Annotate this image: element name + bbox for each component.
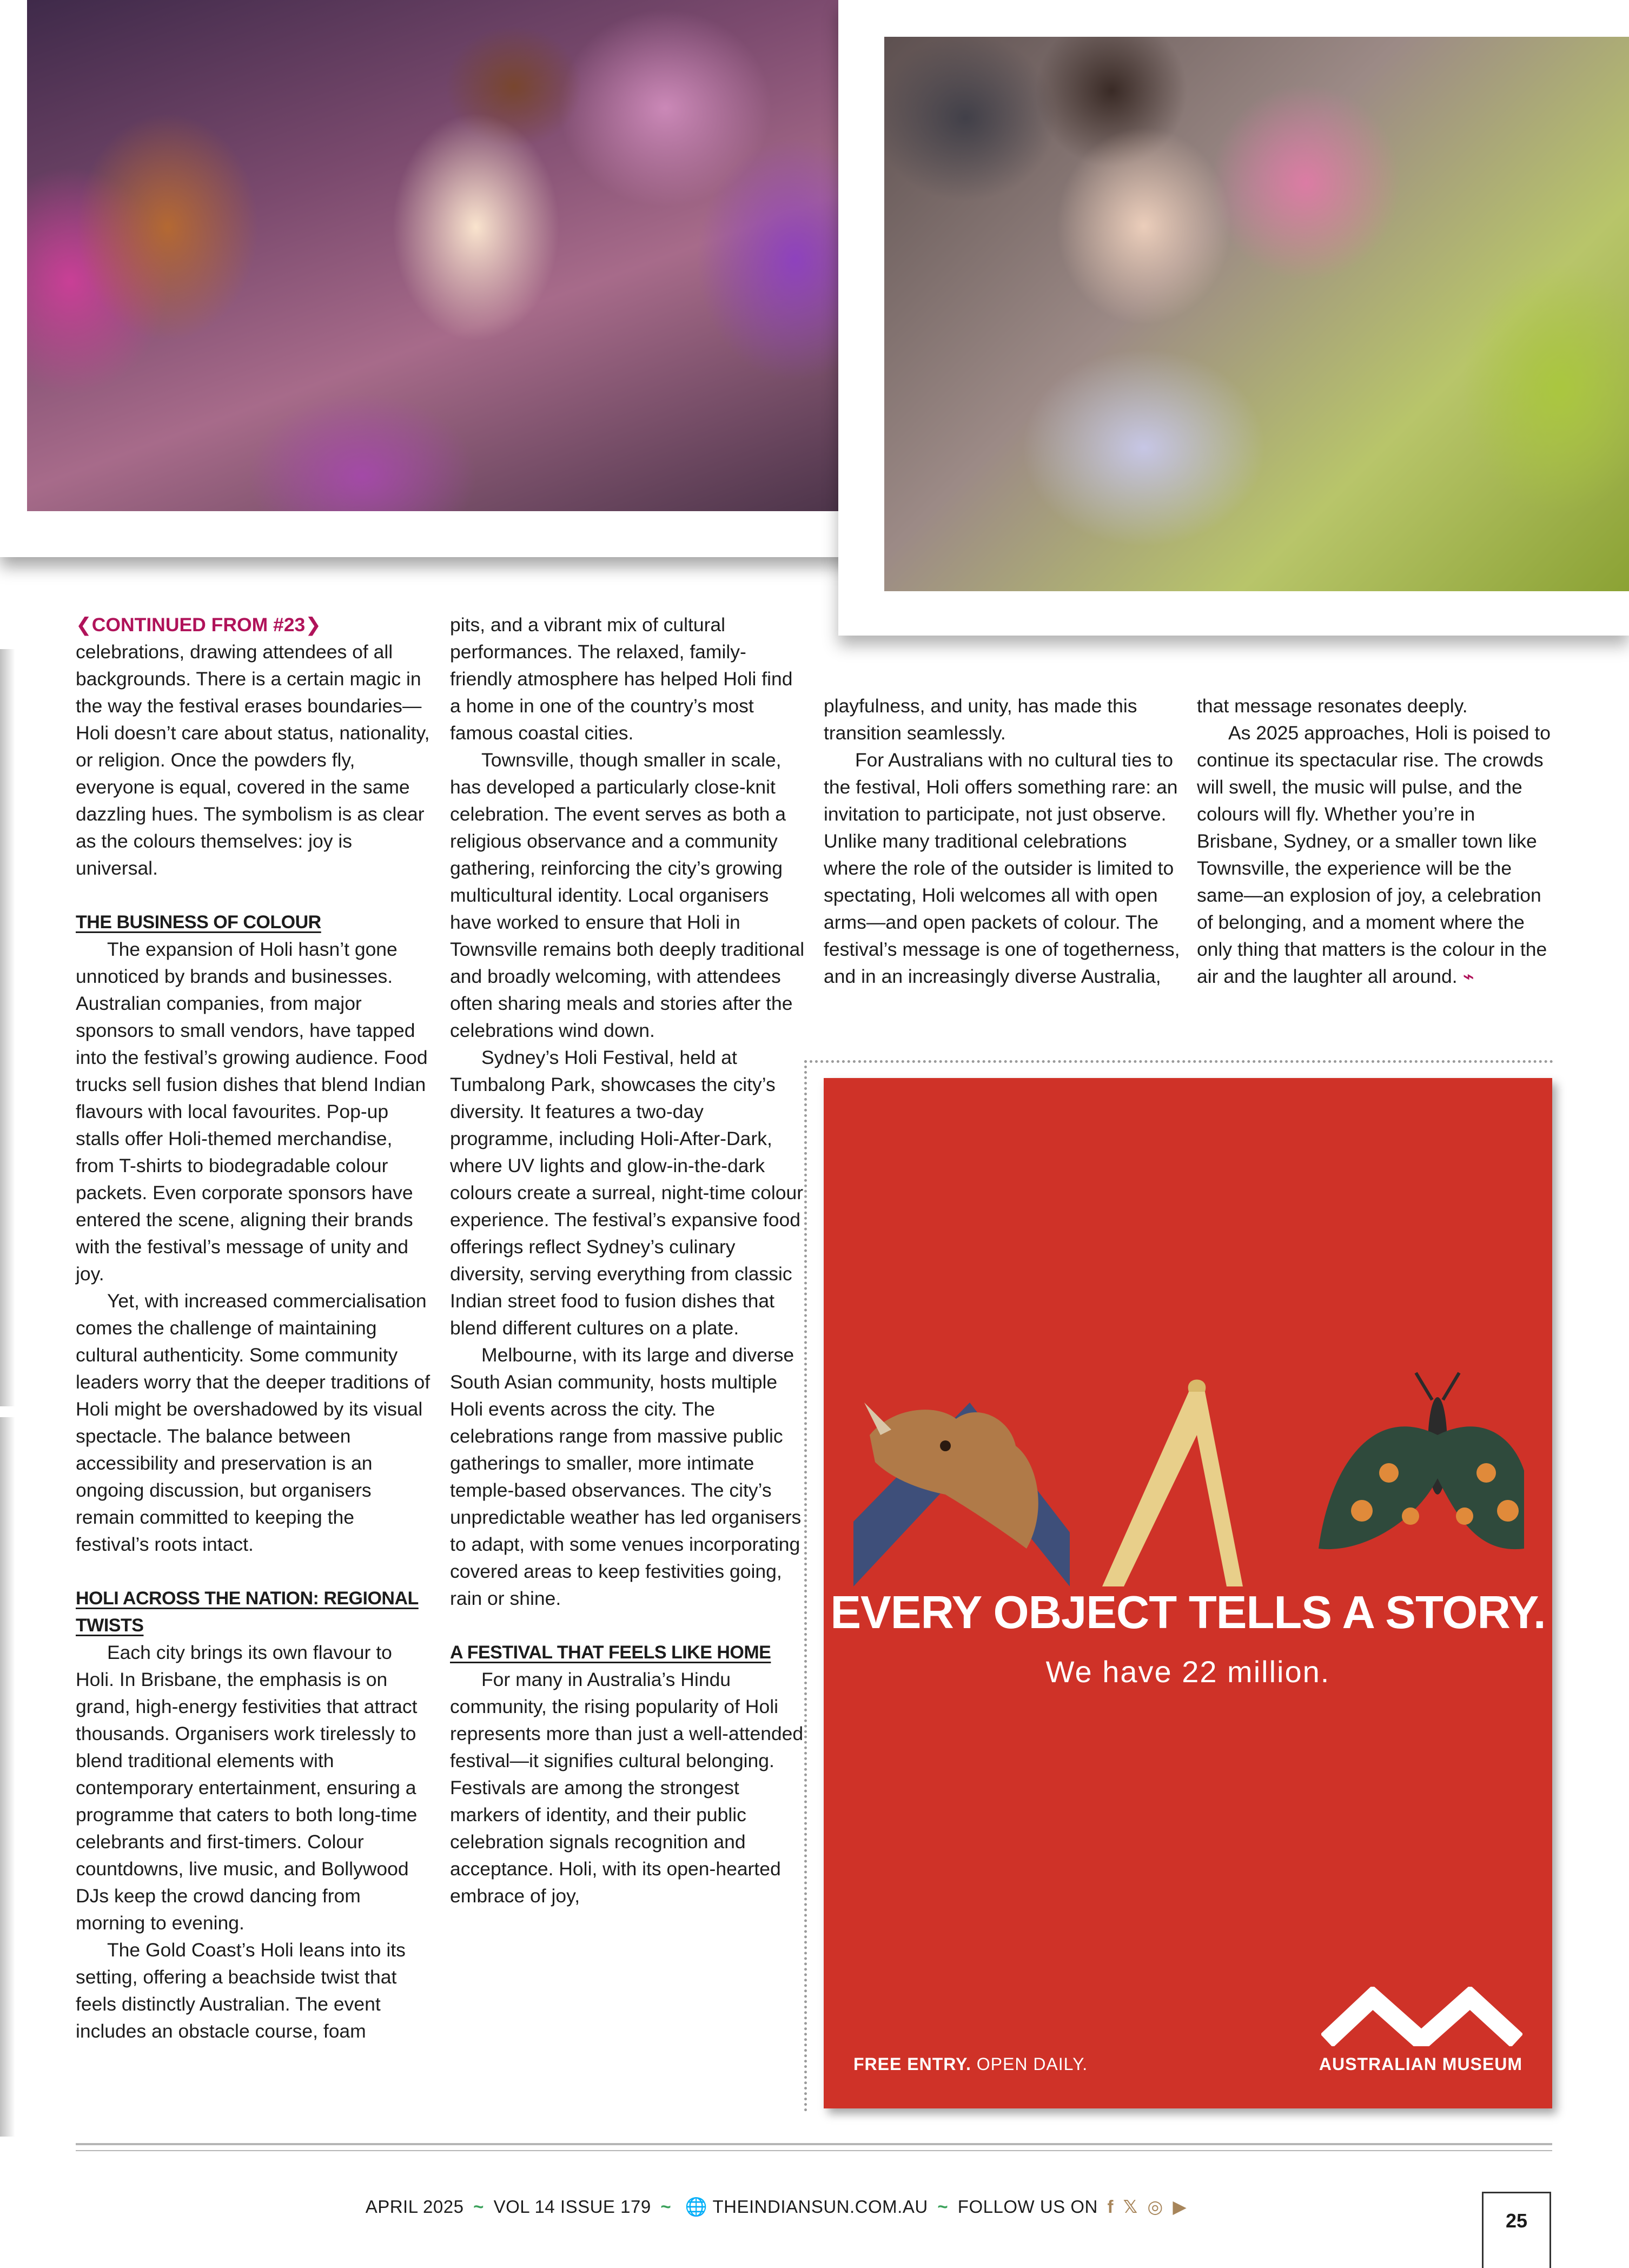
paragraph: Yet, with increased commercialisation comes the challenge of maintaining cultural authenticity. Some community leaders worry that the deeper traditions of Holi might be overshadowed by its visual spectacle. The balance between accessibility and preservation is an ongoing discussion, but organisers remain committed to keeping the festival’s roots intact. [76,1290,431,1555]
x-twitter-icon[interactable]: 𝕏 [1123,2197,1138,2217]
subheading-home: A FESTIVAL THAT FEELS LIKE HOME [450,1642,771,1663]
page-edge-shadow [0,649,15,1406]
paragraph: Each city brings its own flavour to Holi. In Brisbane, the emphasis is on grand, high-energy festivities that attract thousands. Organisers work tirelessly to blend traditional elements with contemporary entertainment, ensuring a programme that caters to both long-time celebrants and first-timers. Colour countdowns, live music, and Bollywood DJs keep the crowd dancing from morning to evening. [76,1642,418,1934]
issue-number: VOL 14 ISSUE 179 [493,2197,651,2217]
footer-info [0,2196,1552,2218]
separator-icon: ~ [660,2197,672,2217]
separator-icon: ~ [473,2197,484,2217]
australian-museum-logo-icon [1321,1987,1522,2046]
paragraph: For Australians with no cultural ties to the festival, Holi offers something rare: an invitation to participate, not just observe. Unlike many traditional celebrations where the role of the outsider is limited to spectating, Holi welcomes all with open arms—and open packets of colour. The festival’s message is one of togetherness, and in an increasingly diverse Australia, [824,749,1180,987]
jawbone-icon [1102,1380,1243,1587]
issue-date: APRIL 2025 [365,2197,464,2217]
ad-subline: We have 22 million. [1045,1655,1330,1689]
paragraph: Townsville, though smaller in scale, has developed a particularly close-knit celebration. The event serves as both a religious observance and a community gathering, reinforcing the city’s growing multicultural identity. Local organisers have worked to ensure that Holi in Townsville remains both deeply traditional and broadly welcoming, with attendees often sharing meals and stories after the celebrations wind down. [450,749,805,1041]
photo-holi-mother-child [884,37,1629,591]
instagram-icon[interactable]: ◎ [1147,2197,1163,2217]
ad-free-entry: FREE ENTRY. OPEN DAILY. [853,2054,1088,2074]
footer-rule [76,2143,1552,2145]
website-link[interactable]: THEINDIANSUN.COM.AU [712,2197,928,2217]
article-column-1 [76,611,433,2045]
separator-icon: ~ [937,2197,949,2217]
paragraph: that message resonates deeply. [1197,695,1468,717]
australian-museum-ad[interactable] [824,1078,1552,2108]
subheading-nation: HOLI ACROSS THE NATION: REGIONAL TWISTS [76,1588,419,1636]
page-edge-shadow-lower [0,1417,15,2137]
photo-holi-woman-dancing [27,0,864,511]
moth-icon [1319,1373,1524,1549]
end-mark-icon: ⌁ [1462,966,1474,987]
article-column-2 [450,611,807,1909]
ad-headline: EVERY OBJECT TELLS A STORY. [830,1587,1546,1638]
continued-marker: ❮CONTINUED FROM #23❯ [76,614,321,636]
globe-icon: 🌐 [685,2197,708,2217]
paragraph: The expansion of Holi hasn’t gone unnoticed by brands and businesses. Australian companies, from major sponsors to small vendors, have tapped into the festival’s growing audience. Food trucks sell fusion dishes that blend Indian flavours with local favourites. Pop-up stalls offer Holi-themed merchandise, from T-shirts to biodegradable colour packets. Even corporate sponsors have entered the scene, aligning their brands with the festival’s message of unity and joy. [76,938,428,1285]
footer-rule-thin [76,2150,1552,2151]
page-number: 25 [1482,2192,1551,2268]
dinosaur-skull-icon [853,1403,1070,1586]
article-column-4 [1197,692,1554,990]
paragraph: As 2025 approaches, Holi is poised to continue its spectacular rise. The crowds will swell, the music will pulse, and the colours will fly. Whether you’re in Brisbane, Sydney, or a smaller town like Townsville, the experience will be the same—an explosion of joy, a celebration of belonging, and a moment where the only thing that matters is the colour in the air and the laughter all around. ⌁ [1197,722,1551,987]
follow-label: FOLLOW US ON [957,2197,1098,2217]
paragraph: celebrations, drawing attendees of all backgrounds. There is a certain magic in the way the festival erases boundaries—Holi doesn’t care about status, nationality, or religion. Once the powders fly, everyone is equal, covered in the same dazzling hues. The symbolism is as clear as the colours themselves: joy is universal. [76,641,430,879]
subheading-business: THE BUSINESS OF COLOUR [76,912,321,933]
article-column-3 [824,692,1181,990]
paragraph: The Gold Coast’s Holi leans into its setting, offering a beachside twist that feels distinctly Australian. The event includes an obstacle course, foam [76,1939,406,2042]
ad-brand-name: AUSTRALIAN MUSEUM [1319,2054,1522,2074]
paragraph: pits, and a vibrant mix of cultural performances. The relaxed, family-friendly atmosphere has helped Holi find a home in one of the country’s most famous coastal cities. [450,614,793,744]
facebook-icon[interactable]: f [1107,2197,1114,2217]
youtube-icon[interactable]: ▶ [1173,2197,1187,2217]
paragraph: Melbourne, with its large and diverse South Asian community, hosts multiple Holi events across the city. The celebrations range from massive public gatherings to smaller, more intimate temple-based observances. The city’s unpredictable weather has led organisers to adapt, with some venues incorporating covered areas to keep festivities going, rain or shine. [450,1344,802,1609]
paragraph: Sydney’s Holi Festival, held at Tumbalong Park, showcases the city’s diversity. It features a two-day programme, including Holi-After-Dark, where UV lights and glow-in-the-dark colours create a surreal, night-time colour experience. The festival’s expansive food offerings reflect Sydney’s culinary diversity, serving everything from classic Indian street food to fusion dishes that blend different cultures on a plate. [450,1047,804,1339]
museum-objects [853,1370,1524,1586]
paragraph: For many in Australia’s Hindu community, the rising popularity of Holi represents more than just a well-attended festival—it signifies cultural belonging. Festivals are among the strongest markers of identity, and their public celebration signals recognition and acceptance. Holi, with its open-hearted embrace of joy, [450,1669,804,1907]
paragraph: playfulness, and unity, has made this transition seamlessly. [824,695,1137,744]
